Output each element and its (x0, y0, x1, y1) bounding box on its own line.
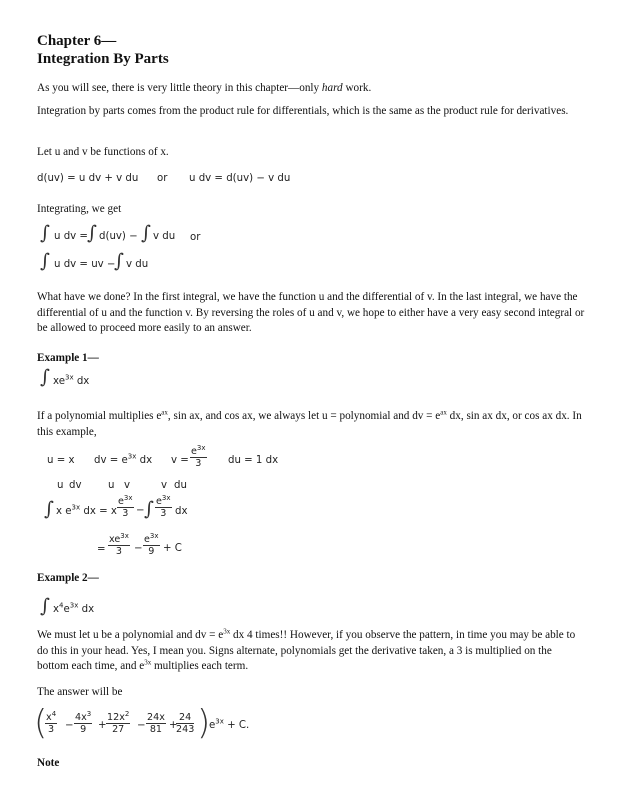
integrand-e: e (63, 604, 70, 615)
ex1-text: If a polynomial multiplies e (37, 410, 162, 422)
differential-product-rule: d(uv) = u dv + v du (37, 173, 139, 184)
answer-term-1 (45, 709, 57, 735)
sub-dv-text: dv = e (94, 455, 128, 466)
int1-udv: u dv = (54, 231, 88, 242)
or-text: or (157, 173, 168, 184)
answer-term-3 (106, 709, 130, 735)
result-equals: = (97, 544, 106, 555)
exp-3x: 3x (223, 627, 231, 636)
step-eq: dx = x (83, 506, 117, 517)
frac-den: 243 (176, 724, 195, 735)
step-lhs-text: x e (56, 506, 72, 517)
step-minus: − (136, 505, 145, 516)
frac-num: e (191, 446, 197, 457)
integral-sign: ∫ (141, 222, 151, 244)
frac-num: 4x (75, 712, 87, 723)
op-plus: + (169, 720, 178, 731)
frac-den: 3 (48, 724, 55, 735)
frac-den: 3 (160, 508, 167, 519)
step-lhs: x $e^{3x}$ dx = x (56, 503, 117, 517)
integral-sign: ∫ (114, 250, 124, 272)
frac-num: e (156, 496, 162, 507)
frac-power: 2 (124, 709, 130, 718)
answer-term-5 (176, 712, 194, 735)
intro-text-end: work. (342, 82, 372, 94)
sub-dv-dx: dx (139, 455, 153, 466)
integral-sign: ∫ (40, 222, 50, 244)
answer-intro: The answer will be (37, 686, 123, 698)
frac-den: 3 (115, 546, 122, 557)
example1-heading: Example 1— (37, 352, 99, 364)
frac-power: 3 (86, 709, 92, 718)
answer-term-4 (146, 712, 166, 735)
frac-num: 24x (147, 712, 165, 723)
integrand-base: xe (53, 376, 65, 387)
step-dx: dx (175, 506, 188, 517)
op-minus: − (65, 720, 74, 731)
frac-num: e (118, 496, 124, 507)
integral-sign: ∫ (44, 498, 54, 520)
integrand-x: x (53, 604, 60, 615)
integral-sign: ∫ (144, 498, 154, 520)
op-plus: + (98, 720, 107, 731)
integral-sign: ∫ (40, 250, 50, 272)
frac-den: 3 (195, 458, 202, 469)
integrand-power: 4 (59, 601, 64, 610)
label-dv: dv (69, 480, 82, 491)
integrand-dx: dx (76, 376, 90, 387)
integrand-dx: dx (81, 604, 95, 615)
ex2-integrand: $x^4e^{3x}$ dx (53, 601, 95, 615)
label-v: v (161, 480, 168, 491)
ex2-text: multiplies each term. (151, 660, 249, 672)
example2-paragraph (37, 628, 585, 675)
frac-num: e (144, 534, 150, 545)
intro-emphasis: hard (321, 82, 343, 94)
udv-equation: u dv = d(uv) − v du (189, 173, 291, 184)
int1-vdu: v du (153, 231, 176, 242)
right-paren: ) (197, 703, 211, 743)
sub-v: v = (171, 455, 189, 466)
integrating-paragraph: Integrating, we get (37, 203, 122, 215)
frac-num: xe (109, 534, 121, 545)
frac-den: 9 (80, 724, 87, 735)
chapter-label: Chapter 6— (37, 33, 117, 49)
sub-du: du = 1 dx (228, 455, 279, 466)
exp-3x: 3x (144, 658, 152, 667)
label-u: u (57, 480, 64, 491)
or-text: or (190, 232, 201, 243)
product-rule-paragraph: Integration by parts comes from the product rule for differentials, which is the same as the product rule for derivatives. (37, 105, 569, 117)
op-minus: − (137, 720, 146, 731)
exp-ax: ax (440, 408, 447, 417)
fraction-xe3x-over-3: $xe^{3x}$ 3 (109, 531, 129, 557)
ex2-text: We must let u be a polynomial and dv = e (37, 629, 224, 641)
frac-num: x (46, 712, 52, 723)
example1-paragraph (37, 409, 585, 440)
int2-udv: u dv = uv − (54, 259, 116, 270)
ex1-text: , sin ax, and cos ax, we always let u = polynomial and dv = e (167, 410, 441, 422)
fraction-e3x-over-3: $e^{3x}$ 3 (191, 443, 206, 469)
int2-vdu: v du (126, 259, 149, 270)
let-uv-paragraph: Let u and v be functions of x. (37, 146, 169, 158)
int1-duv: d(uv) − (99, 231, 138, 242)
ex1-text: dx, sin ax dx, or cos ax dx. In this example, (37, 410, 582, 438)
label-v: v (124, 480, 131, 491)
fraction-e3x-over-3: $e^{3x}$ 3 (156, 493, 171, 519)
fraction-e3x-over-3: $e^{3x}$ 3 (118, 493, 133, 519)
explanation-paragraph: What have we done? In the first integral, we have the function u and the differential of v. In the last integral, we have the differential of u and the function v. By reversing the roles of u and v, we hope to either have a very easy second integral or be allowed to proceed more easily to an answer. (37, 291, 585, 334)
label-du: du (174, 480, 187, 491)
integral-sign: ∫ (87, 222, 97, 244)
note-heading: Note (37, 757, 60, 769)
frac-power: 4 (51, 709, 57, 718)
intro-text: As you will see, there is very little theory in this chapter—only (37, 82, 322, 94)
frac-num: 24 (179, 712, 192, 723)
result-minus: − (134, 543, 143, 554)
ex2-text: dx 4 times!! However, if you observe the pattern, in time you may be able to do this in your head. Yes, I mean you. Signs alternate, polynomials get the derivative taken, a 3 is multiplied on the bottom each time, and e (37, 629, 576, 672)
sub-dv: dv = $e^{3x}$ dx (94, 452, 153, 466)
answer-term-2 (74, 709, 92, 735)
answer-tail: $e^{3x} + C$. (209, 717, 250, 731)
result-plus-c: + C (163, 543, 182, 554)
exp-ax: ax (161, 408, 168, 417)
ex1-integrand: $xe^{3x}$ dx (53, 373, 90, 387)
intro-paragraph (37, 81, 585, 97)
frac-den: 3 (122, 508, 129, 519)
label-u: u (108, 480, 115, 491)
fraction-e3x-over-9: $e^{3x}$ 9 (144, 531, 159, 557)
frac-den: 81 (149, 724, 163, 735)
integral-sign: ∫ (40, 366, 50, 388)
example2-heading: Example 2— (37, 572, 99, 584)
frac-den: 9 (148, 546, 155, 557)
tail-plus-c: + C. (227, 720, 250, 731)
frac-num: 12x (107, 712, 125, 723)
integral-sign: ∫ (40, 595, 50, 617)
tail-e: e (209, 720, 216, 731)
left-paren: ( (34, 703, 48, 743)
frac-den: 27 (112, 724, 125, 735)
chapter-title: Integration By Parts (37, 51, 169, 67)
sub-u: u = x (47, 455, 75, 466)
